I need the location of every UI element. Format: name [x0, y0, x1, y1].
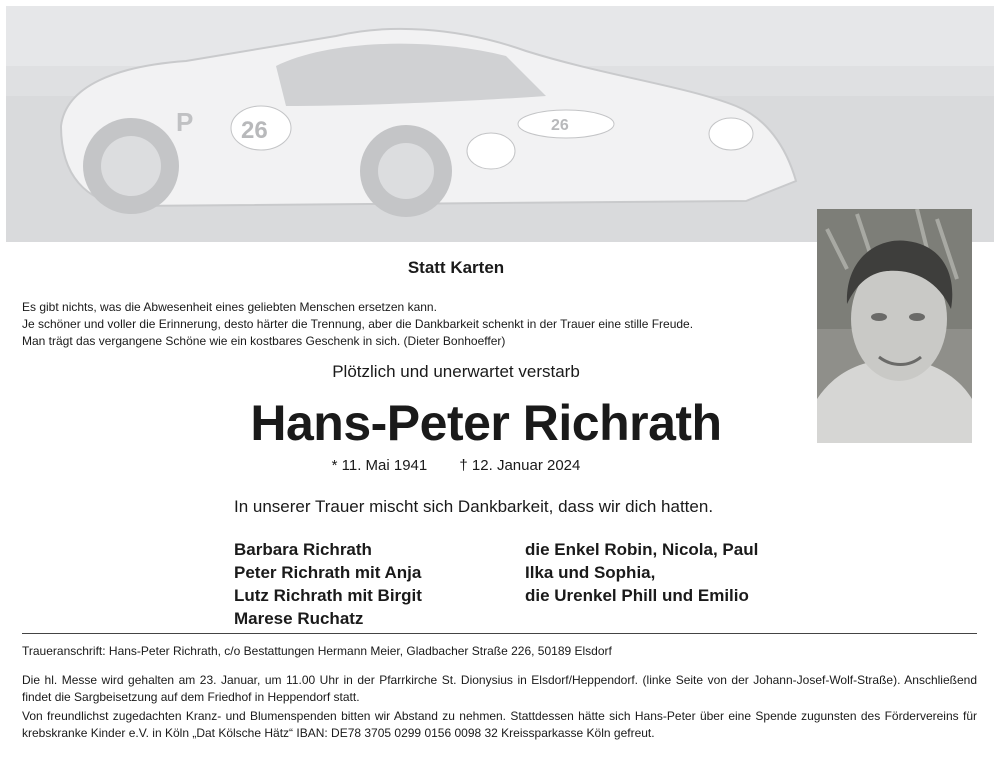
obituary-notice [6, 6, 994, 756]
svg-text:P: P [176, 107, 194, 137]
divider [22, 633, 977, 634]
mourner-name: Marese Ruchatz [234, 609, 364, 628]
donation-info: Von freundlichst zugedachten Kranz- und Blumenspenden bitten wir Abstand zu nehmen. Stattdessen hätte sich Hans-Peter über eine Spende zugunsten des Fördervereins für krebskranke Kinder e.V. in Köln „Dat Kölsche Hätz“ IBAN: DE78 3705 0299 0156 0098 32 Kreissparkasse Köln gefreut. [22, 709, 977, 740]
statt-karten-label: Statt Karten [407, 258, 505, 277]
mourner-name: die Urenkel Phill und Emilio [525, 586, 749, 605]
life-dates [206, 457, 706, 474]
portrait-photo [817, 209, 972, 443]
death-date: † 12. Januar 2024 [459, 457, 581, 474]
svg-text:26: 26 [241, 117, 268, 144]
thanks-line: In unserer Trauer mischt sich Dankbarkeit, dass wir dich hatten. [234, 497, 714, 516]
mourner-name: die Enkel Robin, Nicola, Paul [525, 540, 759, 559]
mourner-name: Ilka und Sophia, [525, 563, 656, 582]
quote-block [22, 299, 812, 350]
mourner-name: Peter Richrath mit Anja [234, 563, 422, 582]
intro-text: Plötzlich und unerwartet verstarb [332, 362, 580, 381]
mourner-name: Barbara Richrath [234, 540, 372, 559]
quote-line: Man trägt das vergangene Schöne wie ein kostbares Geschenk in sich. (Dieter Bonhoeffer) [22, 334, 506, 348]
svg-text:26: 26 [551, 117, 569, 134]
mourner-name: Lutz Richrath mit Birgit [234, 586, 422, 605]
mourning-address: Traueranschrift: Hans-Peter Richrath, c/o Bestattungen Hermann Meier, Gladbacher Straße 226, 50189 Elsdorf [22, 644, 612, 658]
mourners-right [525, 538, 758, 607]
funeral-mass-info: Die hl. Messe wird gehalten am 23. Januar, um 11.00 Uhr in der Pfarrkirche St. Dionysius in Elsdorf/Heppendorf. (linke Seite von der Johann-Josef-Wolf-Straße). Anschließend findet die Sargbeisetzung auf dem Friedhof in Heppendorf statt. [22, 673, 977, 704]
birth-date: * 11. Mai 1941 [331, 457, 428, 474]
deceased-name: Hans-Peter Richrath [250, 395, 722, 451]
mourners-left [234, 538, 422, 630]
banner-car-photo [6, 6, 994, 242]
quote-line: Je schöner und voller die Erinnerung, desto härter die Trennung, aber die Dankbarkeit schenkt in der Trauer eine stille Freude. [22, 317, 694, 331]
quote-line: Es gibt nichts, was die Abwesenheit eines geliebten Menschen ersetzen kann. [22, 300, 437, 314]
